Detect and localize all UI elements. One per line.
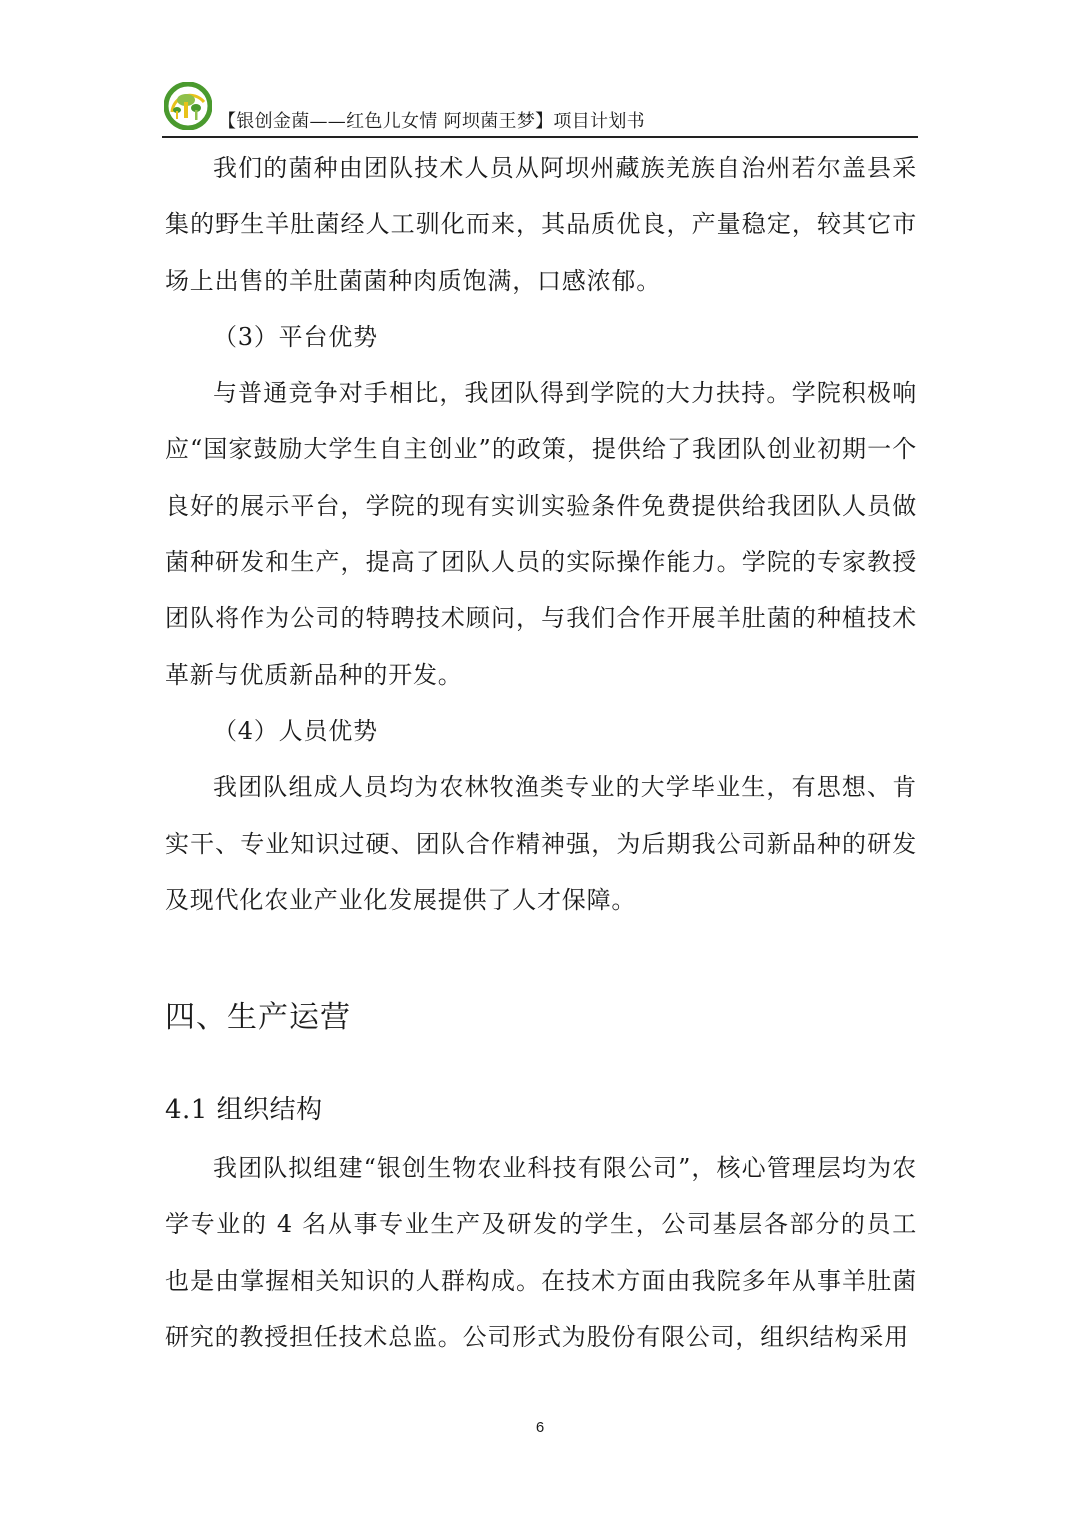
mushroom-logo-icon [164, 82, 212, 130]
body-section-advantages [165, 140, 917, 928]
paragraph-strain-quality: 我们的菌种由团队技术人员从阿坝州藏族羌族自治州若尔盖县采集的野生羊肚菌经人工驯化而来，其品质优良，产量稳定，较其它市场上出售的羊肚菌菌种肉质饱满，口感浓郁。 [165, 154, 917, 295]
body-section-organization [165, 1140, 917, 1365]
paragraph-platform-advantage: 与普通竞争对手相比，我团队得到学院的大力扶持。学院积极响应“国家鼓励大学生自主创业”的政策，提供给了我团队创业初期一个良好的展示平台，学院的现有实训实验条件免费提供给我团队人员做菌种研发和生产，提高了团队人员的实际操作能力。学院的专家教授团队将作为公司的特聘技术顾问，与我们合作开展羊肚菌的种植技术革新与优质新品种的开发。 [165, 379, 917, 689]
document-title: 【银创金菌——红色儿女情 阿坝菌王梦】项目计划书 [218, 111, 645, 132]
page-number: 6 [535, 1419, 545, 1436]
section-heading-production: 四、生产运营 [165, 1000, 351, 1035]
header-divider [162, 136, 918, 138]
subsection-heading-organization: 4.1 组织结构 [165, 1095, 323, 1125]
page-header [162, 80, 918, 138]
subheading-platform-advantage: （3）平台优势 [213, 322, 378, 351]
paragraph-personnel-advantage: 我团队组成人员均为农林牧渔类专业的大学毕业生，有思想、肯实干、专业知识过硬、团队合作精神强，为后期我公司新品种的研发及现代化农业产业化发展提供了人才保障。 [165, 773, 917, 914]
paragraph-organization: 我团队拟组建“银创生物农业科技有限公司”，核心管理层均为农学专业的 4 名从事专业生产及研发的学生，公司基层各部分的员工也是由掌握相关知识的人群构成。在技术方面由我院多年从事羊肚菌研究的教授担任技术总监。公司形式为股份有限公司，组织结构采用 [165, 1154, 917, 1351]
subheading-personnel-advantage: （4）人员优势 [213, 716, 378, 745]
